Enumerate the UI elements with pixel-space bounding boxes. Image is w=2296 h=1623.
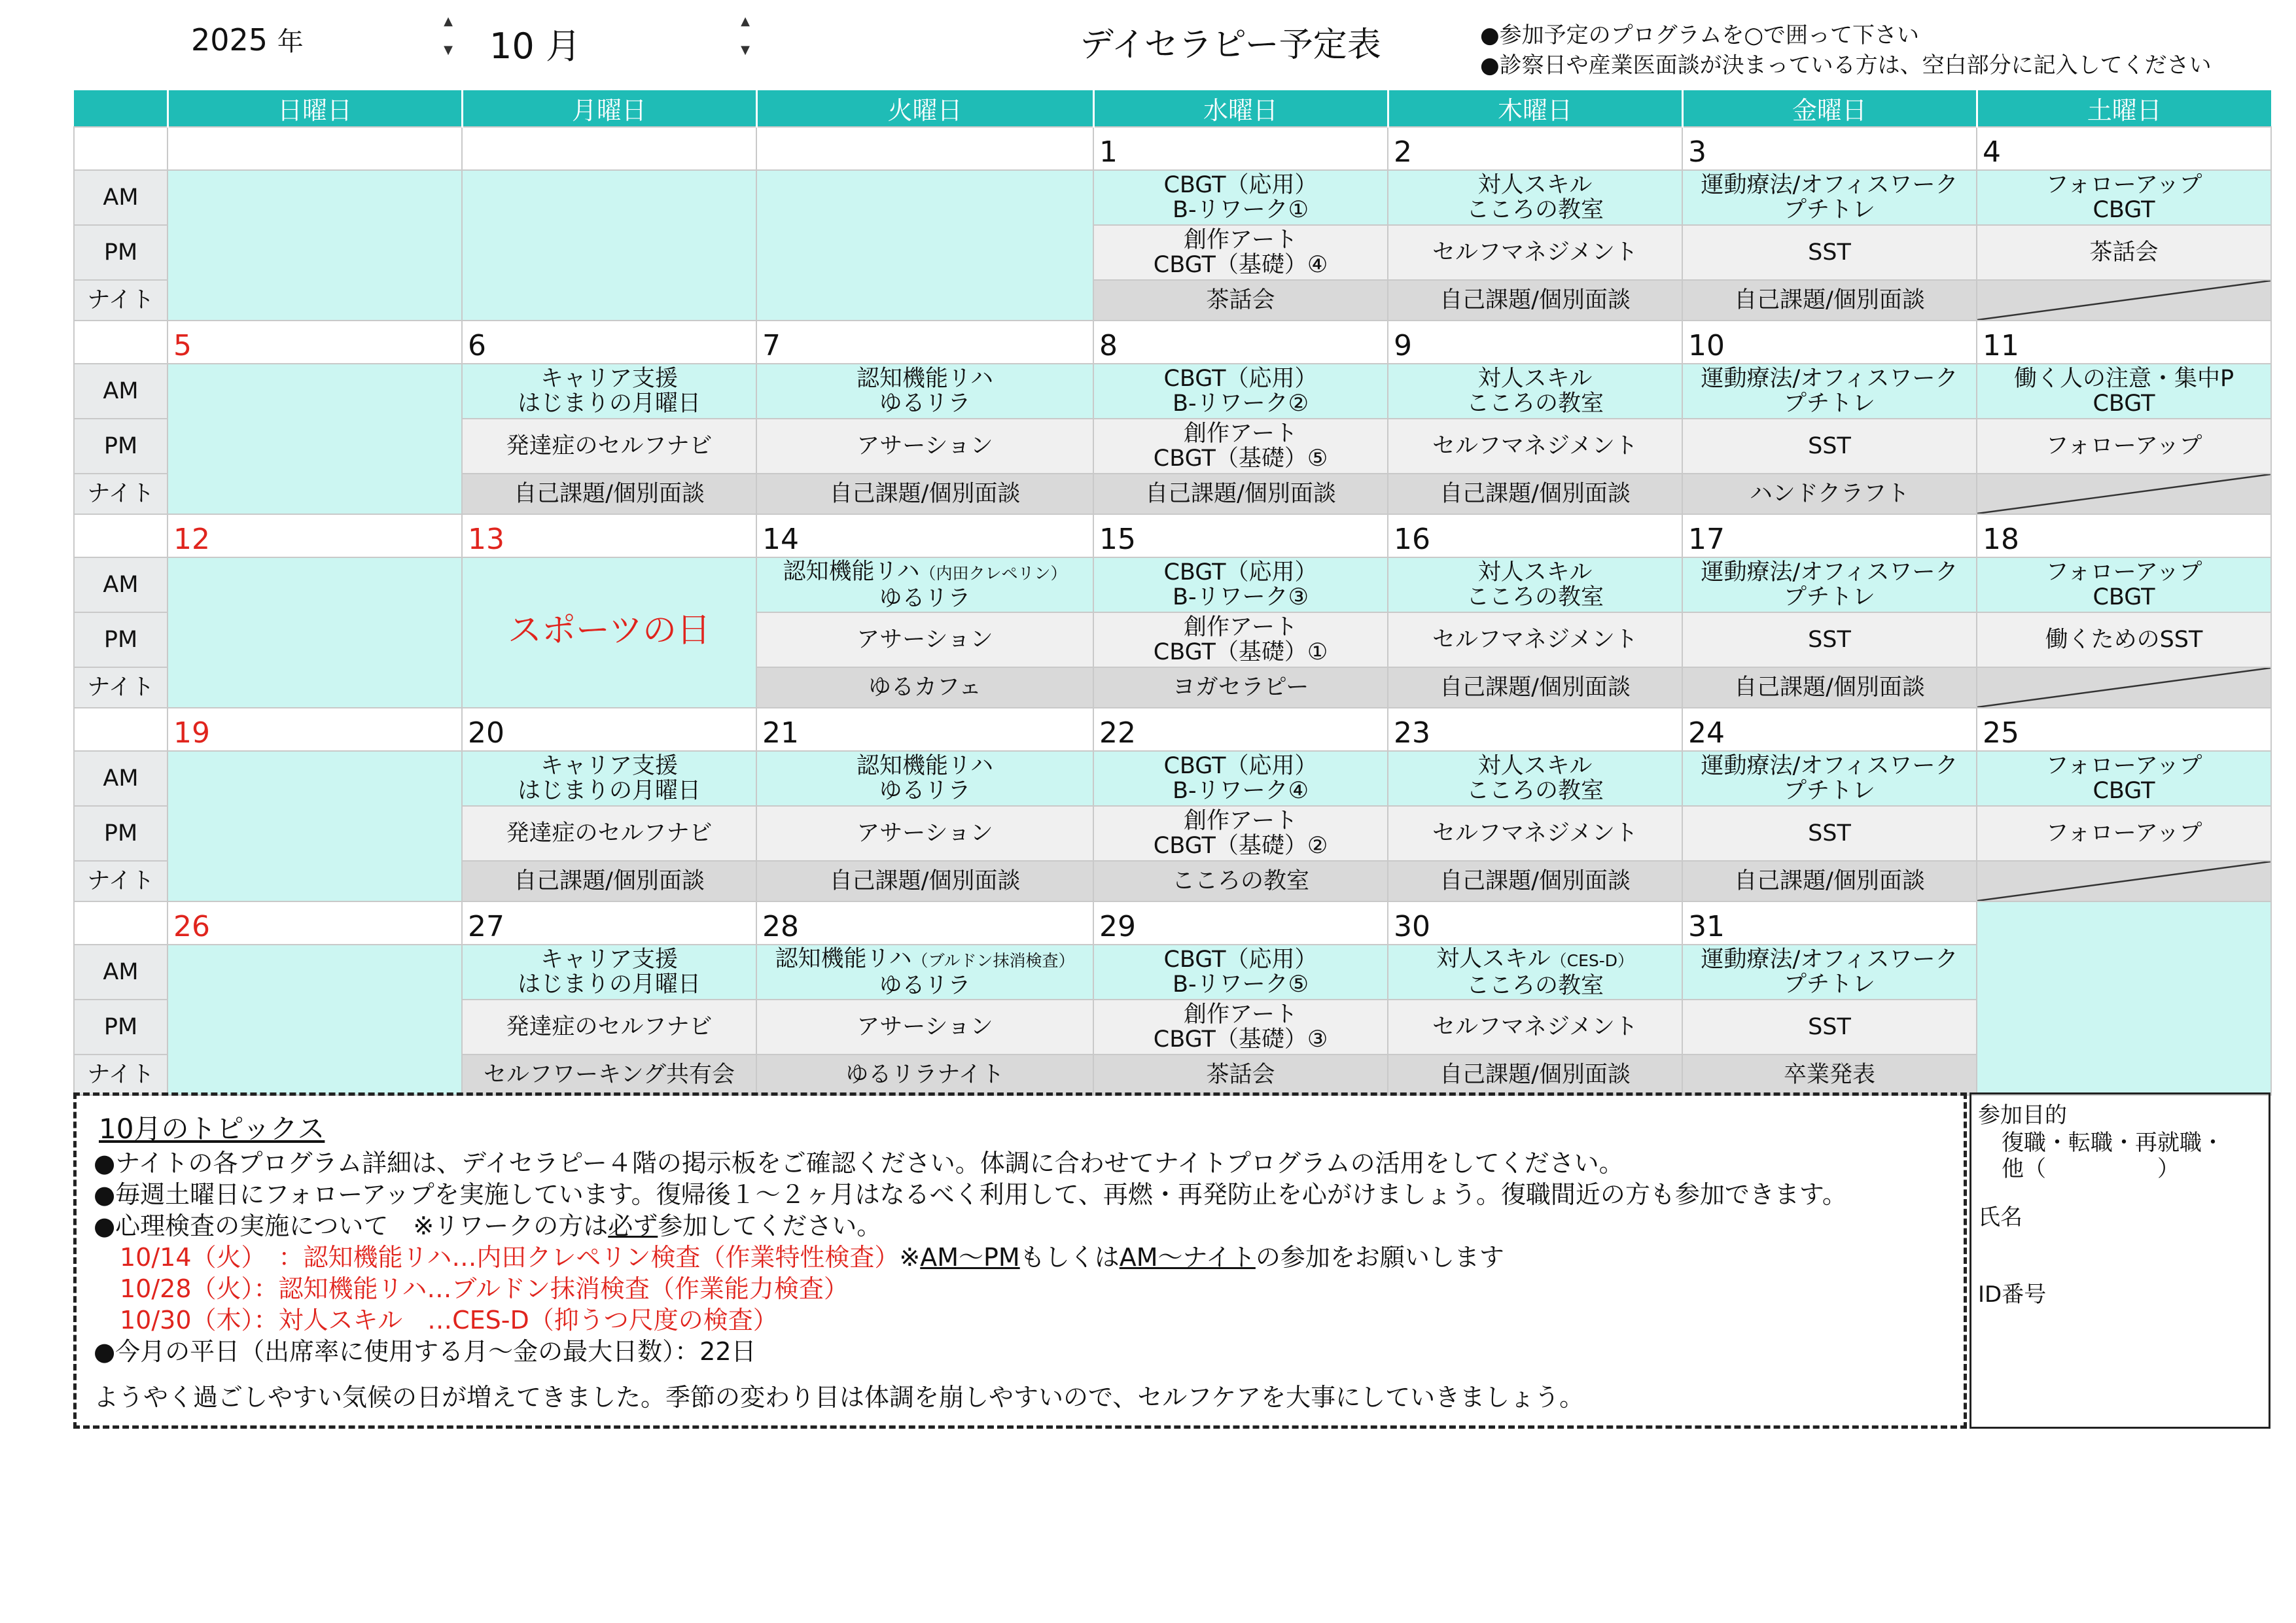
date-cell-fri[interactable] [1682,901,1977,945]
program-label: 運動療法/オフィスワーク プチトレ [1701,947,1958,998]
program-label: 自己課題/個別面談 [1439,287,1631,313]
topic-test-1030: 10/30（木）：対人スキル …CES-D（抑うつ尺度の検査） [120,1306,778,1335]
no-night-cell [1977,861,2271,901]
program-label: 茶話会 [2089,239,2159,266]
program-label: SST [1808,627,1851,653]
program-label: セルフマネジメント [1432,239,1638,266]
program-cell-mon-pm[interactable] [462,806,756,861]
date-cell-tue[interactable] [756,514,1093,557]
date-label-cell [74,514,168,557]
no-night-cell [1977,280,2271,321]
program-label: SST [1808,1014,1851,1040]
sunday-closed-cell [168,945,462,1095]
program-label: 卒業発表 [1783,1062,1875,1088]
program-cell-wed-pm[interactable] [1093,419,1388,474]
program-cell-thu-night[interactable] [1388,861,1682,901]
week-4-dates [74,708,2271,751]
program-label: フォローアップ [2045,820,2202,846]
date-label-cell [74,321,168,364]
pm-label: PM [74,1000,168,1055]
date-label-cell [74,127,168,170]
program-cell-tue-night[interactable] [756,667,1093,708]
program-cell-thu-am[interactable] [1388,170,1682,225]
program-label: 創作アート CBGT（基礎）① [1153,614,1328,665]
pm-label: PM [74,225,168,280]
weekday-header [74,90,2271,127]
test-note: （CES-D） [1550,951,1634,970]
program-label: 運動療法/オフィスワーク プチトレ [1701,172,1958,223]
program-label: フォローアップ CBGT [2045,559,2202,610]
program-cell-fri-am[interactable] [1682,751,1977,806]
month-value: 10 月 [489,26,581,67]
date-cell-mon[interactable] [462,514,756,557]
date-number: 2 [1394,135,1412,169]
program-cell-tue-night[interactable] [756,1055,1093,1095]
program-cell-fri-pm[interactable] [1682,419,1977,474]
program-cell-fri-night[interactable] [1682,280,1977,321]
program-cell-wed-night[interactable] [1093,280,1388,321]
date-cell-tue[interactable] [756,708,1093,751]
program-label: アサーション [857,627,993,653]
date-number: 4 [1983,135,2001,169]
participant-form [1969,1092,2270,1429]
program-label: CBGT（応用） B-リワーク④ [1163,753,1318,804]
date-cell-wed[interactable] [1093,708,1388,751]
date-cell-wed[interactable] [1093,901,1388,945]
program-label: ゆるカフェ [868,674,982,701]
program-cell-wed-pm[interactable] [1093,1000,1388,1055]
program-label: フォローアップ CBGT [2045,172,2202,223]
program-label: 自己課題/個別面談 [514,868,705,894]
date-cell-sat[interactable] [1977,321,2271,364]
program-cell-thu-pm[interactable] [1388,225,1682,280]
program-label: CBGT（応用） B-リワーク① [1163,172,1318,223]
date-number: 14 [762,523,799,556]
pm-label: PM [74,419,168,474]
program-cell-fri-pm[interactable] [1682,806,1977,861]
program-cell-sat-pm[interactable] [1977,419,2271,474]
program-cell-wed-am[interactable] [1093,170,1388,225]
program-cell-wed-pm[interactable] [1093,612,1388,667]
date-number: 25 [1983,716,2019,750]
date-number: 15 [1099,523,1136,556]
night-label: ナイト [74,474,168,514]
instruction-2: ●診察日や産業医面談が決まっている方は、空白部分に記入してください [1480,52,2212,79]
program-cell-sat-pm[interactable] [1977,612,2271,667]
program-label: 発達症のセルフナビ [506,433,713,459]
program-cell-fri-am[interactable] [1682,945,1977,1000]
date-number: 22 [1099,716,1136,750]
test-note: （内田クレペリン） [919,563,1067,583]
program-cell-wed-night[interactable] [1093,474,1388,514]
program-cell-thu-pm[interactable] [1388,806,1682,861]
program-label: 自己課題/個別面談 [514,481,705,507]
program-cell-wed-am[interactable] [1093,945,1388,1000]
header-blank [74,90,168,127]
date-cell-thu[interactable] [1388,708,1682,751]
date-number: 7 [762,329,781,362]
program-cell-thu-am[interactable] [1388,945,1682,1000]
date-cell-mon[interactable] [462,708,756,751]
program-label: 自己課題/個別面談 [1734,868,1925,894]
date-number: 21 [762,716,799,750]
program-label: 自己課題/個別面談 [1734,674,1925,701]
purpose-options[interactable]: 復職・転職・再就職・ [2002,1130,2224,1156]
date-number: 29 [1099,910,1136,943]
program-label: 認知機能リハ ゆるリラ [857,366,993,417]
program-cell-mon-night[interactable] [462,1055,756,1095]
date-number: 23 [1394,716,1430,750]
name-label: 氏名 [1978,1204,2022,1230]
program-cell-wed-night[interactable] [1093,861,1388,901]
program-cell-mon-night[interactable] [462,861,756,901]
schedule-calendar [73,90,2272,1096]
week-5-am [74,945,2271,1000]
program-label: 創作アート CBGT（基礎）② [1153,808,1328,859]
program-cell-fri-pm[interactable] [1682,1000,1977,1055]
program-label: 認知機能リハ（内田クレペリン） ゆるリラ [783,558,1067,612]
program-cell-tue-pm[interactable] [756,1000,1093,1055]
program-cell-mon-am[interactable] [462,945,756,1000]
week-3-dates [74,514,2271,557]
program-cell-tue-am[interactable] [756,557,1093,612]
program-label: キャリア支援 はじまりの月曜日 [517,366,701,417]
program-label: 自己課題/個別面談 [1439,481,1631,507]
program-cell-fri-pm[interactable] [1682,612,1977,667]
program-label: 自己課題/個別面談 [1439,1062,1631,1088]
sunday-closed-cell [168,751,462,901]
date-number: 16 [1394,523,1430,556]
date-number: 8 [1099,329,1118,362]
program-cell-thu-night[interactable] [1388,280,1682,321]
program-cell-tue-night[interactable] [756,861,1093,901]
date-number: 27 [468,910,504,943]
program-cell-thu-pm[interactable] [1388,419,1682,474]
date-cell-mon[interactable] [462,901,756,945]
pm-label: PM [74,612,168,667]
program-cell-sat-am[interactable] [1977,557,2271,612]
program-cell-sat-am[interactable] [1977,751,2271,806]
date-cell-mon[interactable] [462,127,756,170]
year-value: 2025 年 [191,22,304,58]
date-cell-wed[interactable] [1093,321,1388,364]
date-number: 10 [1688,329,1725,362]
instruction-1: ●参加予定のプログラムを○で囲って下さい [1480,22,1919,48]
program-cell-wed-am[interactable] [1093,751,1388,806]
sunday-closed-cell [168,557,462,708]
program-cell-fri-pm[interactable] [1682,225,1977,280]
date-cell-fri[interactable] [1682,514,1977,557]
date-cell-fri[interactable] [1682,708,1977,751]
program-label: こころの教室 [1171,868,1309,894]
date-cell-tue[interactable] [756,127,1093,170]
program-cell-sat-pm[interactable] [1977,225,2271,280]
program-cell-tue-pm[interactable] [756,612,1093,667]
test-note: （ブルドン抹消検査） [911,951,1075,970]
night-label: ナイト [74,1055,168,1095]
date-cell-wed[interactable] [1093,514,1388,557]
program-label: 対人スキル こころの教室 [1466,366,1604,417]
empty-cell [462,170,756,321]
program-label: アサーション [857,433,993,459]
program-label: 働くためのSST [2045,627,2203,653]
program-label: CBGT（応用） B-リワーク③ [1163,559,1318,610]
date-cell-sun[interactable] [168,708,462,751]
program-label: セルフワーキング共有会 [484,1062,735,1088]
program-label: 対人スキル こころの教室 [1466,172,1604,223]
date-cell-sat[interactable] [1977,708,2271,751]
date-number: 6 [468,329,486,362]
date-number: 9 [1394,329,1412,362]
program-cell-wed-pm[interactable] [1093,806,1388,861]
date-cell-sun[interactable] [168,514,462,557]
date-number: 5 [173,329,192,362]
topic-message: ようやく過ごしやすい気候の日が増えてきました。季節の変わり目は体調を崩しやすいので、セルフケアを大事にしていきましょう。 [94,1383,1585,1412]
program-cell-thu-night[interactable] [1388,667,1682,708]
week-2-am [74,364,2271,419]
program-label: 自己課題/個別面談 [1734,287,1925,313]
topics-box [73,1092,1967,1429]
am-label: AM [74,170,168,225]
year-spinner[interactable] [437,8,459,63]
program-cell-wed-pm[interactable] [1093,225,1388,280]
month-spinner[interactable] [734,8,756,63]
week-1-dates [74,127,2271,170]
date-cell-fri[interactable] [1682,321,1977,364]
date-cell-sun[interactable] [168,127,462,170]
header-sat: 土曜日 [1977,90,2271,127]
header-mon: 月曜日 [462,90,756,127]
program-label: キャリア支援 はじまりの月曜日 [517,947,701,998]
month-up-icon[interactable]: ▲ [741,14,750,28]
program-label: 対人スキル（CES-D） こころの教室 [1436,945,1634,999]
year-up-icon[interactable]: ▲ [444,14,453,28]
pm-label: PM [74,806,168,861]
program-cell-fri-night[interactable] [1682,861,1977,901]
year-down-icon[interactable]: ▼ [444,43,453,57]
program-label: セルフマネジメント [1432,1014,1638,1040]
header-sun: 日曜日 [168,90,462,127]
empty-cell [1977,901,2271,1095]
header-wed: 水曜日 [1093,90,1388,127]
program-label: ハンドクラフト [1749,481,1910,507]
date-number: 3 [1688,135,1706,169]
program-cell-wed-night[interactable] [1093,1055,1388,1095]
topic-test-1014: 10/14（火） ：認知機能リハ…内田クレペリン検査（作業特性検査）※AM～PMもしくはAM～ナイトの参加をお願いします [120,1243,1504,1272]
date-number: 17 [1688,523,1725,556]
program-cell-thu-night[interactable] [1388,1055,1682,1095]
program-cell-mon-am[interactable] [462,364,756,419]
date-cell-wed[interactable] [1093,127,1388,170]
am-label: AM [74,945,168,1000]
program-cell-thu-am[interactable] [1388,751,1682,806]
date-cell-mon[interactable] [462,321,756,364]
program-label: SST [1808,433,1851,459]
sunday-closed-cell [168,170,462,321]
program-cell-tue-am[interactable] [756,751,1093,806]
date-label-cell [74,708,168,751]
date-number: 13 [468,523,504,556]
program-label: 創作アート CBGT（基礎）⑤ [1153,421,1328,472]
program-cell-thu-pm[interactable] [1388,612,1682,667]
header-tue: 火曜日 [756,90,1093,127]
program-label: 認知機能リハ（ブルドン抹消検査） ゆるリラ [775,945,1075,999]
program-label: SST [1808,239,1851,266]
program-cell-tue-am[interactable] [756,945,1093,1000]
program-label: 発達症のセルフナビ [506,820,713,846]
program-cell-mon-night[interactable] [462,474,756,514]
date-cell-fri[interactable] [1682,127,1977,170]
night-label: ナイト [74,667,168,708]
date-number: 1 [1099,135,1118,169]
program-label: 自己課題/個別面談 [829,481,1021,507]
program-cell-mon-pm[interactable] [462,419,756,474]
program-label: 対人スキル こころの教室 [1466,559,1604,610]
am-label: AM [74,751,168,806]
program-label: ヨガセラピー [1172,674,1309,701]
date-number: 18 [1983,523,2019,556]
program-cell-thu-night[interactable] [1388,474,1682,514]
program-cell-tue-pm[interactable] [756,419,1093,474]
program-cell-fri-am[interactable] [1682,364,1977,419]
program-cell-fri-am[interactable] [1682,170,1977,225]
program-cell-sat-pm[interactable] [1977,806,2271,861]
date-cell-tue[interactable] [756,901,1093,945]
no-night-cell [1977,667,2271,708]
date-number: 26 [173,910,210,943]
topic-psych-test: ●心理検査の実施について ※リワークの方は必ず参加してください。 [94,1212,882,1240]
date-number: 30 [1394,910,1430,943]
program-cell-fri-night[interactable] [1682,1055,1977,1095]
date-cell-thu[interactable] [1388,321,1682,364]
program-label: 発達症のセルフナビ [506,1014,713,1040]
program-label: 創作アート CBGT（基礎）③ [1153,1002,1328,1053]
date-cell-thu[interactable] [1388,514,1682,557]
page-title: デイセラピー予定表 [1080,26,1381,65]
holiday-label: スポーツの日 [508,611,711,650]
program-label: セルフマネジメント [1432,820,1638,846]
topic-weekdays: ●今月の平日（出席率に使用する月～金の最大日数）：22日 [94,1337,756,1366]
program-cell-wed-am[interactable] [1093,364,1388,419]
id-label: ID番号 [1978,1282,2047,1308]
program-label: セルフマネジメント [1432,433,1638,459]
program-label: 茶話会 [1206,1062,1275,1088]
sunday-closed-cell [168,364,462,514]
program-cell-mon-pm[interactable] [462,1000,756,1055]
program-label: 運動療法/オフィスワーク プチトレ [1701,753,1958,804]
topic-night: ●ナイトの各プログラム詳細は、デイセラピー４階の掲示板をご確認ください。体調に合わせてナイトプログラムの活用をしてください。 [94,1149,1624,1178]
program-cell-thu-am[interactable] [1388,557,1682,612]
week-3-am [74,557,2271,612]
no-night-cell [1977,474,2271,514]
program-cell-sat-am[interactable] [1977,170,2271,225]
program-label: フォローアップ CBGT [2045,753,2202,804]
topics-title: 10月のトピックス [99,1113,325,1145]
date-cell-sun[interactable] [168,901,462,945]
program-label: 認知機能リハ ゆるリラ [857,753,993,804]
program-cell-fri-am[interactable] [1682,557,1977,612]
program-cell-thu-pm[interactable] [1388,1000,1682,1055]
program-label: セルフマネジメント [1432,627,1638,653]
am-label: AM [74,364,168,419]
month-down-icon[interactable]: ▼ [741,43,750,57]
date-cell-thu[interactable] [1388,901,1682,945]
program-cell-mon-am[interactable] [462,751,756,806]
date-cell-sat[interactable] [1977,127,2271,170]
program-label: アサーション [857,820,993,846]
program-cell-tue-night[interactable] [756,474,1093,514]
program-label: 自己課題/個別面談 [1145,481,1336,507]
week-1-am [74,170,2271,225]
program-cell-thu-am[interactable] [1388,364,1682,419]
program-cell-wed-night[interactable] [1093,667,1388,708]
topic-test-1028: 10/28（火）：認知機能リハ…ブルドン抹消検査（作業能力検査） [120,1274,849,1303]
am-label: AM [74,557,168,612]
topic-followup: ●毎週土曜日にフォローアップを実施しています。復帰後１～２ヶ月はなるべく利用して、再燃・再発防止を心がけましょう。復職間近の方も参加できます。 [94,1180,1847,1209]
program-cell-fri-night[interactable] [1682,667,1977,708]
program-label: 運動療法/オフィスワーク プチトレ [1701,366,1958,417]
night-label: ナイト [74,861,168,901]
date-number: 12 [173,523,210,556]
program-label: 自己課題/個別面談 [829,868,1021,894]
night-label: ナイト [74,280,168,321]
program-cell-wed-am[interactable] [1093,557,1388,612]
program-cell-tue-pm[interactable] [756,806,1093,861]
program-label: 創作アート CBGT（基礎）④ [1153,227,1328,278]
header-thu: 木曜日 [1388,90,1682,127]
date-cell-tue[interactable] [756,321,1093,364]
purpose-label: 参加目的 [1978,1102,2067,1128]
program-label: CBGT（応用） B-リワーク⑤ [1163,947,1318,998]
program-label: 運動療法/オフィスワーク プチトレ [1701,559,1958,610]
program-cell-tue-am[interactable] [756,364,1093,419]
program-label: 働く人の注意・集中P CBGT [2013,366,2234,417]
date-cell-sat[interactable] [1977,514,2271,557]
program-label: キャリア支援 はじまりの月曜日 [517,753,701,804]
week-5-dates [74,901,2271,945]
program-label: SST [1808,820,1851,846]
date-number: 28 [762,910,799,943]
purpose-other[interactable]: 他（ ） [2002,1156,2180,1182]
week-2-dates [74,321,2271,364]
program-label: フォローアップ [2045,433,2202,459]
program-cell-sat-am[interactable] [1977,364,2271,419]
date-cell-thu[interactable] [1388,127,1682,170]
program-label: ゆるリラナイト [845,1062,1004,1088]
program-label: 茶話会 [1206,287,1275,313]
program-label: CBGT（応用） B-リワーク② [1163,366,1318,417]
week-4-am [74,751,2271,806]
program-label: 対人スキル こころの教室 [1466,753,1604,804]
date-number: 31 [1688,910,1725,943]
date-number: 20 [468,716,504,750]
date-number: 19 [173,716,210,750]
date-label-cell [74,901,168,945]
header-fri: 金曜日 [1682,90,1977,127]
empty-cell [756,170,1093,321]
program-cell-fri-night[interactable] [1682,474,1977,514]
date-cell-sun[interactable] [168,321,462,364]
program-label: 自己課題/個別面談 [1439,674,1631,701]
program-label: 自己課題/個別面談 [1439,868,1631,894]
program-label: アサーション [857,1014,993,1040]
date-number: 24 [1688,716,1725,750]
holiday-cell [462,557,756,708]
date-number: 11 [1983,329,2019,362]
